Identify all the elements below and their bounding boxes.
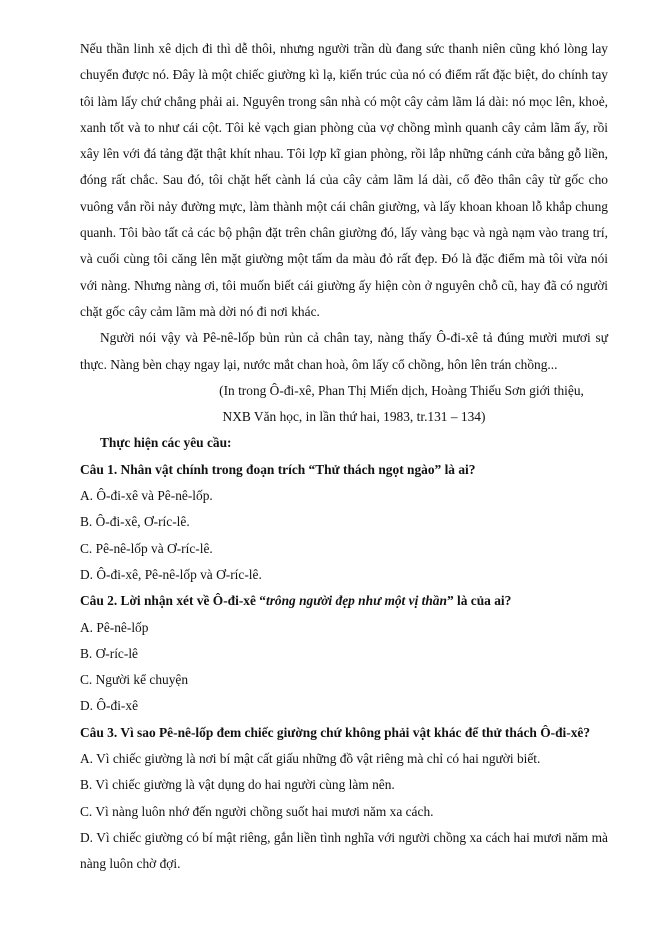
source-citation-line-1: (In trong Ô-đi-xê, Phan Thị Miến dịch, Hoàng Thiếu Sơn giới thiệu, xyxy=(219,382,584,398)
question-1-number: Câu 1 xyxy=(80,461,114,477)
question-3 xyxy=(80,720,608,746)
passage-paragraph-1: Nếu thần linh xê dịch đi thì dễ thôi, nhưng người trần dù đang sức thanh niên cũng khó lòng lay chuyển được nó. Đây là một chiếc giường kì lạ, kiến trúc của nó có điểm rất đặc biệt, do chính tay tôi làm lấy chứ chẳng phải ai. Nguyên trong sân nhà có một cây cảm lãm lá dài: nó mọc lên, khoẻ, xanh tốt và to như cái cột. Tôi kẻ vạch gian phòng của vợ chồng mình quanh cây cảm lãm ấy, rồi xây lên với đá tảng đặt thật khít nhau. Tôi lợp kĩ gian phòng, rồi lắp những cánh cửa bằng gỗ liền, đóng rất chắc. Sau đó, tôi chặt hết cành lá của cây cảm lãm lá dài, cổ đẽo thân cây từ gốc cho vuông vắn rồi nảy đường mực, làm thành một cái chân giường, và lấy khoan khoan lỗ khắp chung quanh. Tôi bào tất cả các bộ phận đặt trên chân giường đó, lấy vàng bạc và ngà nạm vào trang trí, và cuối cùng tôi căng lên mặt giường một tấm da màu đỏ rất đẹp. Đó là đặc điểm mà tôi vừa nói với nàng. Nhưng nàng ơi, tôi muốn biết cái giường ấy hiện còn ở nguyên chỗ cũ, hay đã có người chặt gốc cây cảm lãm mà dời nó đi nơi khác. xyxy=(80,41,608,319)
question-3-option-d: D. Vì chiếc giường có bí mật riêng, gắn liền tình nghĩa với người chồng xa cách hai mươi năm mà nàng luôn chờ đợi. xyxy=(80,829,608,872)
question-1-option-a: A. Ô-đi-xê và Pê-nê-lốp. xyxy=(80,488,213,504)
passage-paragraph-2: Người nói vậy và Pê-nê-lốp bủn rủn cả chân tay, nàng thấy Ô-đi-xê tả đúng mười mươi sự thực. Nàng bèn chạy ngay lại, nước mắt chan hoà, ôm lấy cổ chồng, hôn lên trán chồng... xyxy=(80,330,608,372)
question-1-option-c: C. Pê-nê-lốp và Ơ-ríc-lê. xyxy=(80,540,213,556)
question-3-option-a: A. Vì chiếc giường là nơi bí mật cất giấu những đồ vật riêng mà chỉ có hai người biết. xyxy=(80,751,541,767)
instructions-heading: Thực hiện các yêu cầu: xyxy=(100,435,232,451)
question-3-option-b: B. Vì chiếc giường là vật dụng do hai người cùng làm nên. xyxy=(80,777,395,793)
question-2 xyxy=(80,588,608,614)
question-1-option-b: B. Ô-đi-xê, Ơ-ríc-lê. xyxy=(80,514,190,530)
question-2-option-b: B. Ơ-ríc-lê xyxy=(80,645,139,661)
question-2-text-after: ” là của ai? xyxy=(446,593,512,609)
question-2-option-a: A. Pê-nê-lốp xyxy=(80,619,149,635)
question-1 xyxy=(80,457,608,483)
question-1-text: . Nhân vật chính trong đoạn trích “Thử thách ngọt ngào” là ai? xyxy=(113,461,476,477)
question-3-number: Câu 3 xyxy=(80,724,114,740)
source-citation-line-2: NXB Văn học, in lần thứ hai, 1983, tr.131 – 134) xyxy=(222,409,486,425)
document-page xyxy=(80,36,608,878)
question-2-option-c: C. Người kể chuyện xyxy=(80,672,189,688)
question-2-text-before: . Lời nhận xét về Ô-đi-xê “ xyxy=(113,593,266,609)
question-2-option-d: D. Ô-đi-xê xyxy=(80,698,139,714)
question-3-text: . Vì sao Pê-nê-lốp đem chiếc giường chứ không phải vật khác để thử thách Ô-đi-xê? xyxy=(113,724,591,740)
question-3-option-c: C. Vì nàng luôn nhớ đến người chồng suốt hai mươi năm xa cách. xyxy=(80,803,434,819)
question-2-number: Câu 2 xyxy=(80,593,114,609)
question-2-quote: trông người đẹp như một vị thần xyxy=(265,593,447,609)
question-1-option-d: D. Ô-đi-xê, Pê-nê-lốp và Ơ-ríc-lê. xyxy=(80,566,262,582)
